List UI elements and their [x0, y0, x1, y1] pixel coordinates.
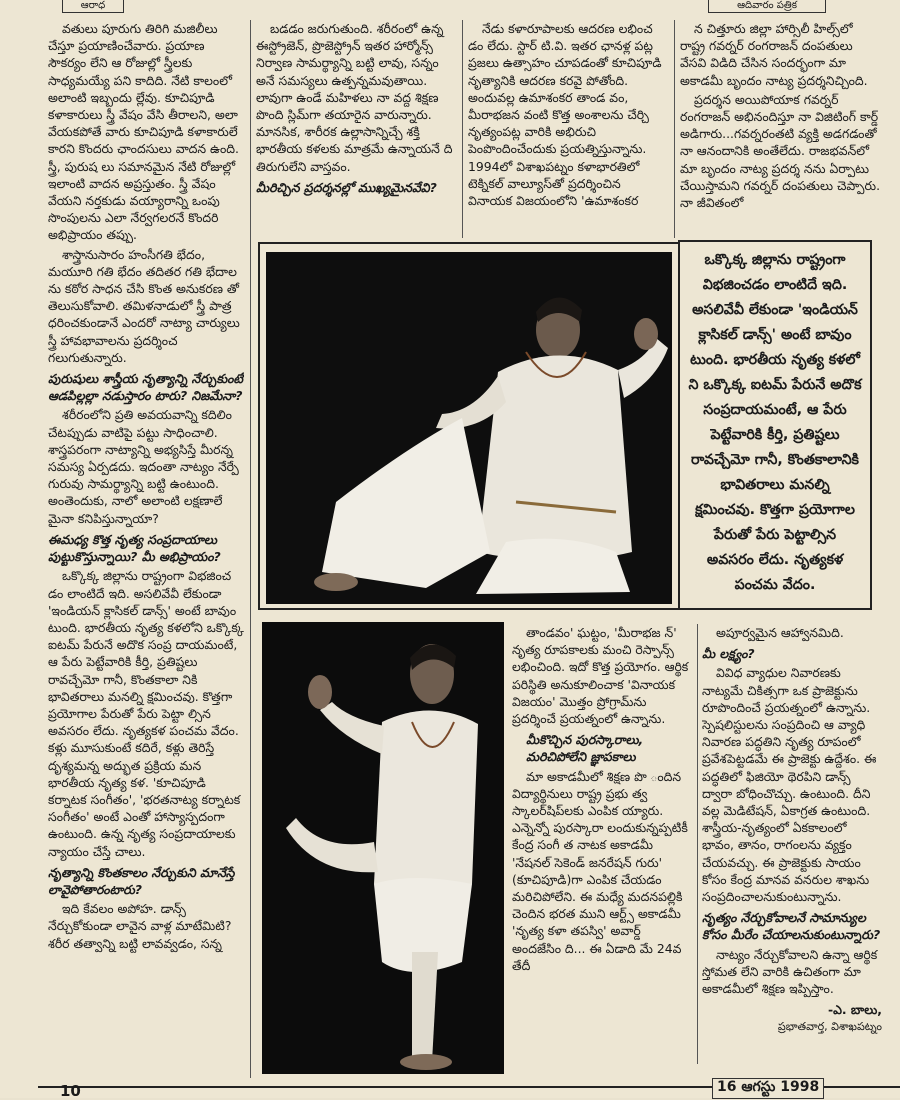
col2-paragraph: బడడం జరుగుతుంది. శరీరంలో ఉన్న ఈస్ట్రోజెన్, ప్రొజెస్ట్రోన్ ఇతర హార్మోన్స్ నిర్వాణ సామర్థ్యాన్ని బట్టి లావు, సన్నం అనే సమస్యలు ఉత్పన్నమవుతాయి. లావుగా ఉండే మహిళలు నా వద్ద శిక్షణ పొంది స్లిమ్‌గా తయారైన వారున్నారు. మానసిక, శారీరక ఉల్లాసాన్నిచ్చే శక్తి భారతీయ కళలకు మాత్రమే ఉన్నాయనే ది తిరుగులేని వాస్తవం. — [256, 21, 453, 174]
answer-paragraph: ఒక్కొక్క జిల్లాను రాష్ట్రంగా విభజించ డం లాంటిదే ఇది. అసలివేవీ లేకుండా 'ఇండియన్ క్లాసికల్ డాన్స్' అంటే బావుం టుంది. భారతీయ నృత్య కళలోని ఒక్కొక్క ఐటమ్ పేరునే అదొక సంప్ర దాయమంటే, ఆ పేరు పెట్టేవారికి కీర్తి, ప్రతిష్టలు రావచ్చేమో గానీ, కొంతకాలా నికి భావితరాలు మనల్ని క్షమించవు. కొత్తగా ప్రయోగాల పేరుతో పేరు పెట్టా ల్సిన అవసరం లేదు. నృత్యకళ పంచమ వేదం. కళ్లు మూసుకుంటే కదిరే, కళ్లు తెరిస్తే దృశ్యమన్న అద్భుత ప్రక్రియ మన భారతీయ నృత్య కళ. 'కూచిపూడి కర్నాటక సంగీతం', 'భరతనాట్య కర్నాటక సంగీతం' అంటే ఎంతో హాస్యాస్పదంగా ఉంటుంది. ఉన్న నృత్య సంప్రదాయాలకు న్యాయం చేస్తే చాలు. — [48, 568, 244, 859]
answer-paragraph: శరీరంలోని ప్రతి అవయవాన్ని కదిలిం చేటప్పుడు వాటిపై పట్టు సాధించాలి. శాస్త్రపరంగా నాట్యాన్ని అభ్యసిస్తే మీరన్న సమస్య ఏర్పడదు. ఇదంతా నాట్యం నేర్పే గురువు సామర్థ్యాన్ని బట్టి ఉంటుంది. అంతెందుకు, నాలో అలాంటి లక్షణాలే మైనా కనిపిస్తున్నాయా? — [48, 407, 239, 526]
column-2 — [256, 20, 456, 238]
column-divider — [697, 624, 698, 1064]
column-divider — [462, 20, 463, 238]
section-header-left: ఆరాధ — [62, 0, 124, 13]
issue-date: 16 ఆగస్టు 1998 — [712, 1078, 824, 1099]
col6-paragraph: అపూర్వమైన ఆహ్వానమిది. — [716, 625, 844, 640]
question-heading: ఈమధ్య కొత్త నృత్య సంప్రదాయాలు పుట్టుకొస్తున్నాయి? మీ అభిప్రాయం? — [48, 531, 221, 565]
author-signature: -ఎ. బాలు, — [827, 1002, 882, 1018]
column-1 — [48, 20, 244, 1078]
question-heading: మీ లక్ష్యం? — [702, 646, 755, 662]
page-number: 10 — [60, 1082, 81, 1100]
col3-paragraph: నేడు కళారూపాలకు ఆదరణ లభించ డం లేదు. స్టార్ టి.వి. ఇతర ఛానళ్ల పట్ల ప్రజలు ఉత్సాహం చూపడంతో కూచిపూడి నృత్యానికి ఆదరణ కరవై పోతోంది. అందువల్ల ఉమాశంకర తాండ వం, మీరాభజన వంటి కొత్త అంశాలను చేర్చి నృత్యంపట్ల వారికి అభిరుచి పెంపొందించేందుకు ప్రయత్నిస్తున్నాను. 1994లో విశాఖపట్నం కళాభారతిలో టెక్నికల్ వాల్యూస్‌తో ప్రదర్శించిన వినాయక విజయంలోని 'ఉమాశంకర — [468, 21, 662, 209]
column-3 — [468, 20, 668, 238]
col1-paragraph: శాస్త్రానుసారం హంసీగతి భేదం, మయూరి గతి భేదం తదితర గతి భేదాల ను కఠోర సాధన చేసి కొంత అనుకరణ తో తెలుసుకోవాలి. తమిళనాడులో స్త్రీ పాత్ర ధరించకుండానే ఎందరో నాట్యా చార్యులు స్త్రీ హావభావాలను ప్రదర్శించ గలుగుతున్నారు. — [48, 246, 240, 365]
question-heading: మీరిచ్చిన ప్రదర్శనల్లో ముఖ్యమైనవేవి? — [256, 179, 437, 195]
col1-paragraph: వతులు పూరుగు తిరిగి మజిలీలు చేస్తూ ప్రయాణించేవారు. ప్రయాణ సౌకర్యం లేని ఆ రోజుల్లో స్త్రీలకు సాధ్యమయ్యే పని కాదిది. నేటి కాలంలో అలాంటి ఇబ్బందు ల్లేవు. కూచిపూడి కళాకారులు స్త్రీ వేషం వేసి తీరాలని, అలా వేయకపోతే వారు కూచిపూడి కళాకారులే కారని కొందరు ఛాందసులు వాదన ఉంది. స్త్రీ, పురుష లు సమానమైన నేటి రోజుల్లో ఇలాంటి వాదన అప్రస్తుతం. స్త్రీ వేషం వేయని నర్తకుడు వయ్యారాన్ని ఒంపు సొంపులను ఎలా నేర్వగలరనే కొందరి అభిప్రాయం తప్పు. — [48, 21, 239, 243]
answer-paragraph: మా అకాడమీలో శిక్షణ పొ ందిన విద్యార్థినులు రాష్ట్ర ప్రభు త్వ స్కాలర్‌షిప్‌లకు ఎంపిక య్యారు. ఎన్నెన్నో పురస్కారా లందుకున్నప్పటికీ కేంద్ర సంగీ త నాటక అకాడమీ 'నేషనల్ సెకెండ్ జనరేషన్ గురు' (కూచిపూడి)గా ఎంపిక చేయడం మరిచిపోలేని. ఈ మధ్యే మదనపల్లికి చెందిన భరత ముని ఆర్ట్స్ అకాడమీ 'నృత్య కళా తపస్వి' అవార్డ్ అందజేసిం ది... ఈ ఏడాది మే 24వ తేదీ — [512, 768, 688, 973]
column-6 — [702, 624, 882, 1076]
dancer-standing-illustration — [262, 622, 504, 1074]
dancer-seated-illustration — [266, 252, 672, 604]
col4-paragraph: ప్రదర్శన అయిపోయాక గవర్నర్ రంగరాజన్ అభినందిస్తూ నా విజిటింగ్ కార్డ్ అడిగారు...గవర్నరంతటి వ్యక్తి అడగడంతో నా ఆనందానికి అంతేలేదు. రాజభవన్‌లో మా బృందం నాట్య ప్రదర్శ నను ఏర్పాటు చేయిస్తామని గవర్నర్ దంపతులు చెప్పారు. నా జీవితంలో — [680, 91, 880, 211]
dancer-photo-standing — [262, 622, 504, 1074]
column-5 — [512, 624, 692, 1064]
question-heading: పురుషులు శాస్త్రీయ నృత్యాన్ని నేర్చుకుంటే ఆడపిల్లల్లా నడుస్తారం టారు? నిజమేనా? — [48, 371, 243, 404]
answer-paragraph: ఇది కేవలం అపోహ. డాన్స్ నేర్చుకోకుండా లావైన వాళ్ల మాటేమిటి? శరీర తత్వాన్ని బట్టి లావవ్వడం, సన్న — [48, 901, 232, 951]
column-divider — [674, 20, 675, 238]
publication-credit: ప్రభాతవార్త, విశాఖపట్నం — [777, 1020, 882, 1034]
dancer-photo-seated — [266, 252, 672, 604]
column-divider — [250, 20, 251, 1078]
pull-quote: ఒక్కొక్క జిల్లాను రాష్ట్రంగా విభజించడం లాంటిదే ఇది. అసలివేవీ లేకుండా 'ఇండియన్ క్లాసికల్ డాన్స్' అంటే బావుం టుంది. భారతీయ నృత్య కళలో ని ఒక్కొక్క ఐటమ్ పేరునే అదొక సంప్రదాయమంటే, ఆ పేరు పెట్టేవారికి కీర్తి, ప్రతిష్టలు రావచ్చేమో గానీ, కొంతకాలానికి భావితరాలు మనల్ని క్షమించవు. కొత్తగా ప్రయోగాల పేరుతో పేరు పెట్టాల్సిన అవసరం లేదు. నృత్యకళ పంచమ వేదం. — [678, 240, 872, 610]
col4-paragraph: న చిత్తూరు జిల్లా హార్సిలీ హిల్స్‌లో రాష్ట్ర గవర్నర్ రంగరాజన్ దంపతులు వేసవి విడిది చేసిన సందర్భంగా మా అకాడమీ బృందం నాట్య ప్రదర్శనిచ్చింది. — [680, 21, 868, 88]
answer-paragraph: వివిధ వ్యాధుల నివారణకు నాట్యమే చికిత్సగా ఒక ప్రాజెక్టును రూపొందించే ప్రయత్నంలో ఉన్నాను. స్పెషలిస్టులను సంప్రదించి ఆ వ్యాధి నివారణ పద్ధతిని నృత్య రూపంలో ప్రవేశపెట్టడమే ఈ ప్రాజెక్టు ఉద్దేశం. ఈ పద్ధతిలో ఫిజియో థెరపిని డాన్స్ ద్వారా బోధించొచ్చు. ఉంటుంది. దీని వల్ల మెడిటేషన్, ఏకాగ్రత ఉంటుంది. శాస్త్రీయ-నృత్యంలో ఏకకాలంలో భావం, తానం, రాగంలను వ్యక్తం చేయవచ్చు. ఈ ప్రాజెక్టుకు సాయం కోసం కేంద్ర మానవ వనరుల శాఖను సంప్రదించాలనుకుంటున్నాను. — [702, 665, 877, 905]
question-heading: నృత్యాన్ని కొంతకాలం నేర్చుకుని మానేస్తే లావైపోతారంటారు? — [48, 864, 235, 897]
section-header-right: ఆదివారం పత్రిక — [708, 0, 826, 13]
answer-paragraph: నాట్యం నేర్చుకోవాలని ఉన్నా ఆర్థిక స్తోమత లేని వారికి ఉచితంగా మా అకాడమీలో శిక్షణ ఇప్పిస్తాం. — [702, 946, 878, 997]
column-4 — [680, 20, 880, 238]
subheading: మీకొచ్చిన పురస్కారాలు, మరిచిపోలేని జ్ఞాపకాలు — [526, 732, 644, 765]
question-heading: నృత్యం నేర్చుకోవాలనే సామాన్యుల కోసం మీరేం చేయాలనుకుంటున్నారు? — [702, 910, 881, 943]
col5-paragraph: తాండవం' ఘట్టం, 'మీరాభజ న్' నృత్య రూపకాలకు మంచి రెస్పాన్స్ లభించింది. ఇదో కొత్త ప్రయోగం. ఆర్థిక పరిస్థితి అనుకూలించాక 'వినాయక విజయం' మొత్తం ప్రోగ్రామ్‌ను ప్రదర్శించే ప్రయత్నంలో ఉన్నాను. — [512, 625, 689, 727]
